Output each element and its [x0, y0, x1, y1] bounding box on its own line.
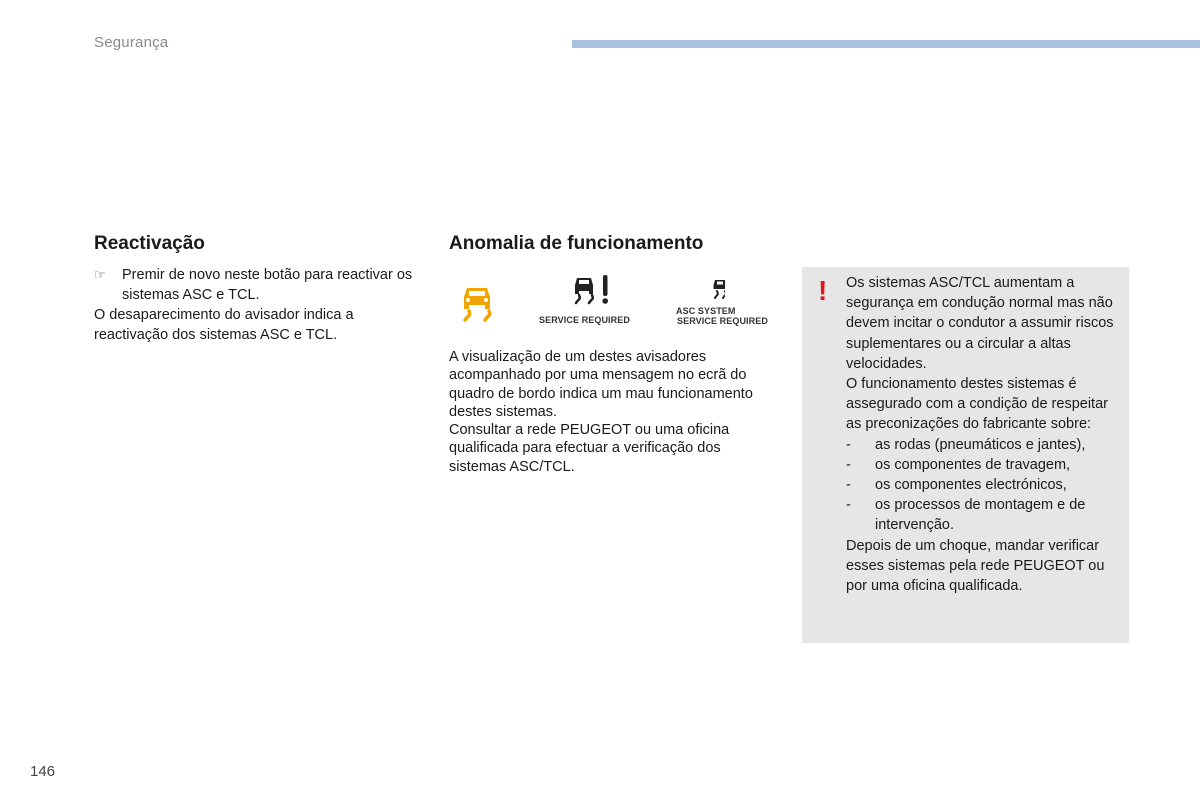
list-item — [846, 435, 1126, 455]
header-bar — [572, 40, 1200, 48]
list-dash: - — [846, 497, 851, 514]
pointing-hand-icon: ☞ — [94, 267, 106, 282]
asc-system-label: ASC SYSTEM — [676, 306, 736, 316]
list-item-text: os componentes electrónicos, — [875, 477, 1067, 494]
safety-note-text — [846, 273, 1126, 596]
asc-tcl-car-icon — [675, 276, 725, 306]
list-item-text: as rodas (pneumáticos e jantes), — [875, 436, 1086, 453]
reactivation-section — [94, 265, 424, 345]
list-item — [846, 495, 1126, 535]
malfunction-section — [449, 348, 779, 476]
list-item — [846, 475, 1126, 495]
warning-icons-row — [455, 272, 785, 332]
asc-tcl-exclamation-icon — [539, 272, 619, 312]
reactivation-paragraph: O desaparecimento do avisador indica a reactivação dos sistemas ASC e TCL. — [94, 307, 354, 343]
list-item — [846, 455, 1126, 475]
asc-service-required-label: SERVICE REQUIRED — [677, 316, 768, 326]
reactivation-title: Reactivação — [94, 233, 205, 254]
list-dash: - — [846, 456, 851, 473]
safety-note-box — [802, 267, 1129, 643]
consult-paragraph: Consultar a rede PEUGEOT ou uma oficina qualificada para efectuar a verificação dos sistemas ASC/TCL. — [449, 422, 730, 475]
instruction-text: Premir de novo neste botão para reactivar os sistemas ASC e TCL. — [122, 267, 413, 303]
list-dash: - — [846, 436, 851, 453]
warning-exclamation-icon: ! — [818, 275, 828, 306]
instruction-item — [94, 265, 424, 305]
note-condition: O funcionamento destes sistemas é assegurado com a condição de respeitar as preconizações do fabricante sobre: — [846, 376, 1108, 433]
malfunction-title: Anomalia de funcionamento — [449, 233, 704, 254]
asc-tcl-warning-icon — [457, 280, 497, 322]
note-closing: Depois de um choque, mandar verificar esses sistemas pela rede PEUGEOT ou por uma oficina qualificada. — [846, 537, 1105, 595]
service-required-label: SERVICE REQUIRED — [539, 315, 630, 325]
list-item-text: os processos de montagem e de intervenção. — [875, 497, 1086, 534]
section-label: Segurança — [94, 34, 169, 51]
list-item-text: os componentes de travagem, — [875, 456, 1071, 473]
page-number: 146 — [30, 763, 56, 780]
note-intro: Os sistemas ASC/TCL aumentam a segurança em condução normal mas não devem incitar o condutor a assumir riscos suplementares ou a circular a altas velocidades. — [846, 275, 1114, 372]
list-dash: - — [846, 477, 851, 494]
malfunction-paragraph: A visualização de um destes avisadores acompanhado por uma mensagem no ecrã do quadro de bordo indica um mau funcionamento destes sistemas. — [449, 349, 753, 420]
